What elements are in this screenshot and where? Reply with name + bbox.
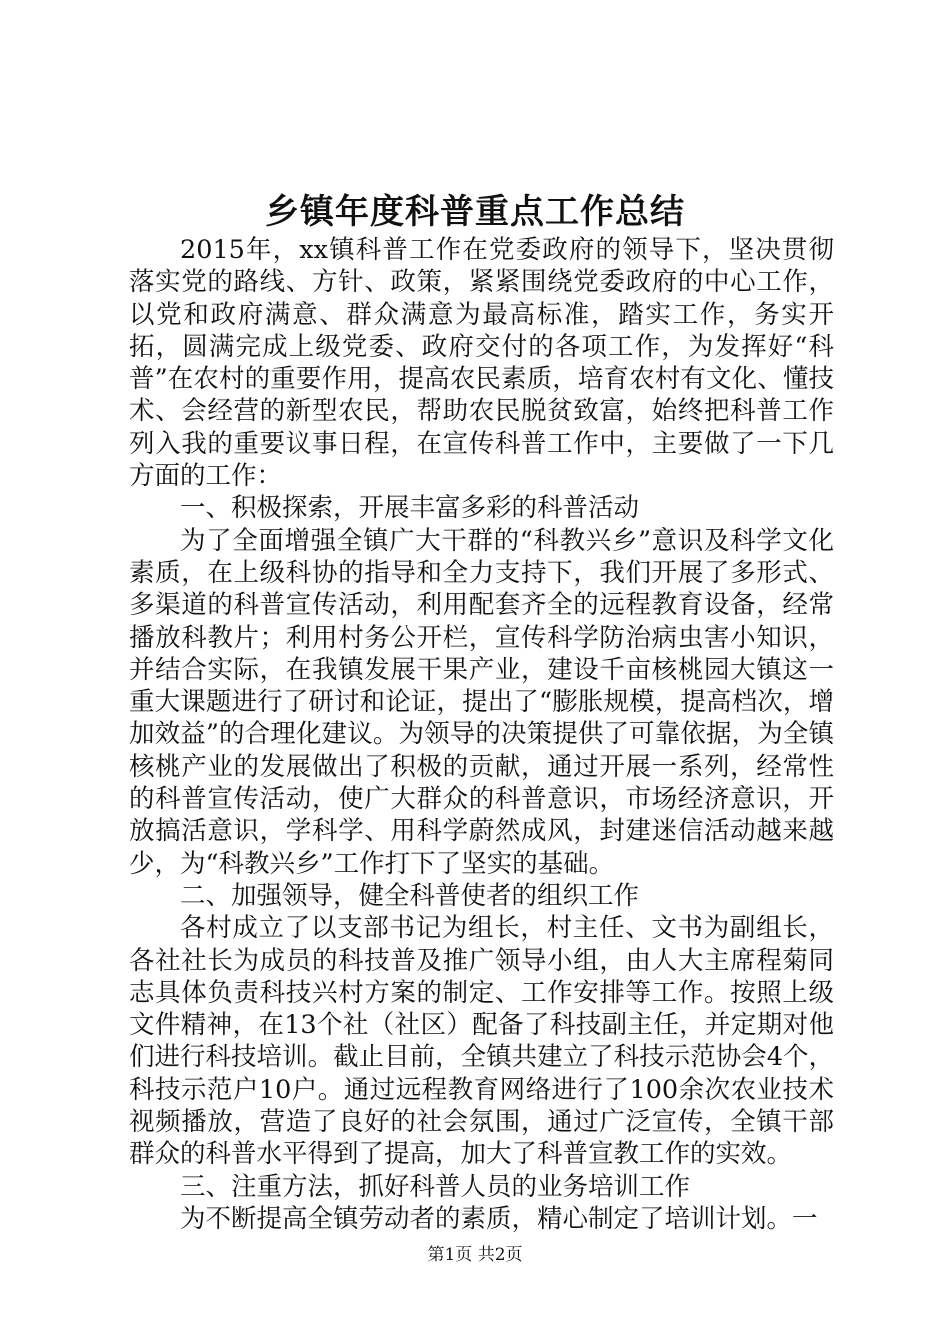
section-heading-3: 三、注重方法，抓好科普人员的业务培训工作 [180, 1171, 691, 1202]
section-1-paragraph: 为了全面增强全镇广大干群的“科教兴乡”意识及科学文化素质，在上级科协的指导和全力支持下，我们开展了多形式、多渠道的科普宣传活动，利用配套齐全的远程教育设备，经常播放科教片；利用村务公开栏，宣传科学防治病虫害小知识，并结合实际，在我镇发展干果产业，建设千亩核桃园大镇这一重大课题进行了研讨和论证，提出了“膨胀规模，提高档次，增加效益”的合理化建议。为领导的决策提供了可靠依据，为全镇核桃产业的发展做出了积极的贡献，通过开展一系列，经常性的科普宣传活动，使广大群众的科普意识，市场经济意识，开放搞活意识，学科学、用科学蔚然成风，封建迷信活动越来越少，为“科教兴乡”工作打下了坚实的基础。 [129, 525, 834, 879]
section-2-paragraph: 各村成立了以支部书记为组长，村主任、文书为副组长，各社社长为成员的科技普及推广领导小组，由人大主席程菊同志具体负责科技兴村方案的制定、工作安排等工作。按照上级文件精神，在13个社（社区）配备了科技副主任，并定期对他们进行科技培训。截止目前，全镇共建立了科技示范协会4个，科技示范户10户。通过远程教育网络进行了100余次农业技术视频播放，营造了良好的社会氛围，通过广泛宣传，全镇干部群众的科普水平得到了提高，加大了科普宣教工作的实效。 [129, 913, 834, 1170]
document-body [129, 234, 834, 1235]
section-3-paragraph: 为不断提高全镇劳动者的素质，精心制定了培训计划。一 [180, 1203, 818, 1234]
section-heading-2: 二、加强领导，健全科普使者的组织工作 [180, 880, 640, 911]
intro-paragraph: 2015年，xx镇科普工作在党委政府的领导下，坚决贯彻落实党的路线、方针、政策，紧紧围绕党委政府的中心工作，以党和政府满意、群众满意为最高标准，踏实工作，务实开拓，圆满完成上级党委、政府交付的各项工作，为发挥好“科普”在农村的重要作用，提高农民素质，培育农村有文化、懂技术、会经营的新型农民，帮助农民脱贫致富，始终把科普工作列入我的重要议事日程，在宣传科普工作中，主要做了一下几方面的工作： [129, 235, 834, 492]
page-number-footer: 第1页 共2页 [427, 1245, 523, 1265]
document-title: 乡镇年度科普重点工作总结 [265, 192, 685, 232]
section-heading-1: 一、积极探索，开展丰富多彩的科普活动 [180, 493, 640, 524]
